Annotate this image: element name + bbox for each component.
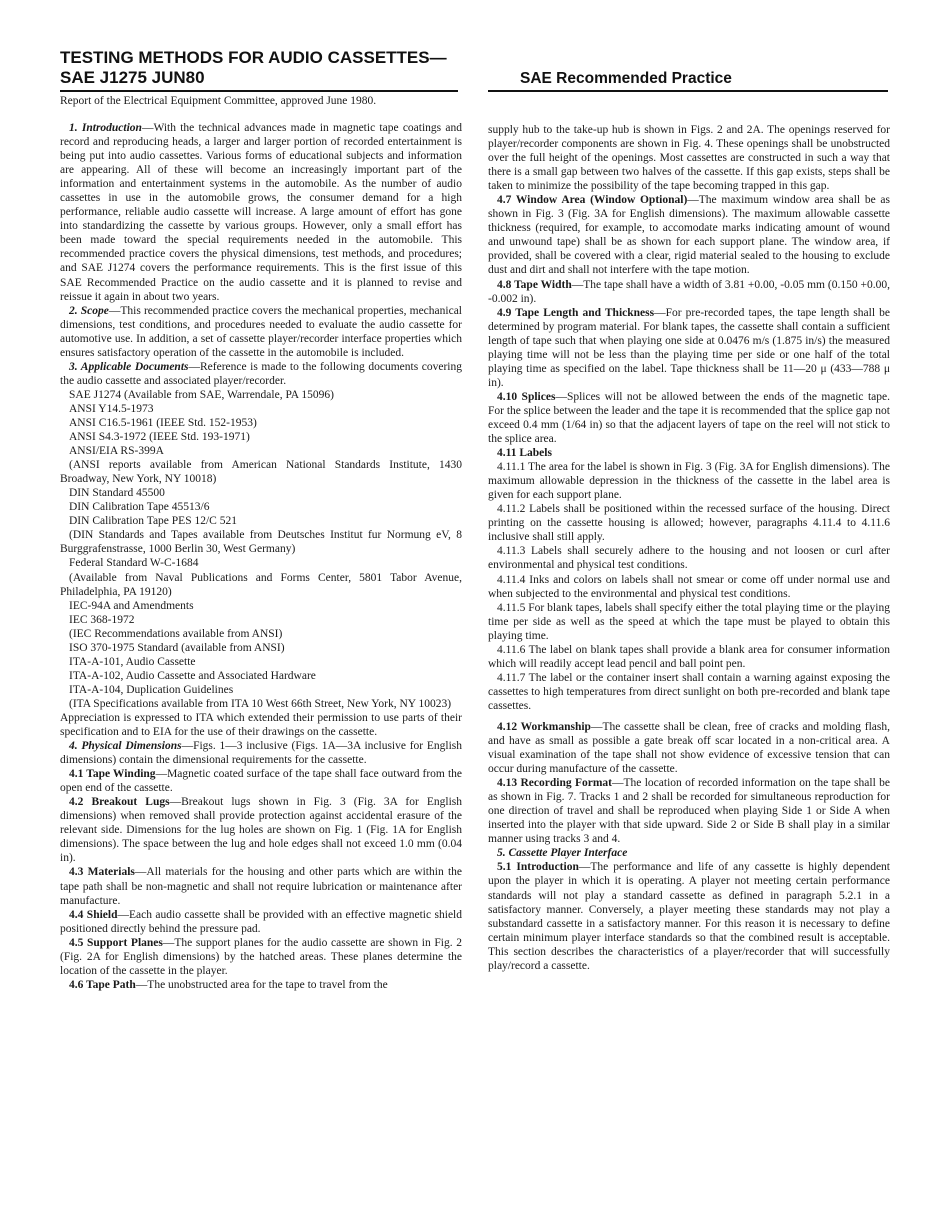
reference-note: (IEC Recommendations available from ANSI) [69,627,283,640]
section-heading: 4.9 Tape Length and Thickness [497,306,655,319]
reference-note: (ITA Specifications available from ITA 10 West 66th Street, New York, NY 10023) [69,697,452,710]
section-text: —Figs. 1—3 inclusive (Figs. 1A—3A inclusive for English dimensions) contain the dimensional requirements for the cassette. [60,740,462,767]
section-heading: 4.4 Shield [69,908,118,921]
section-text: —Reference is made to the following documents covering the audio cassette and associated player/recorder. [60,360,462,387]
section-heading: 4. Physical Dimensions [69,740,182,753]
section-text: —The maximum window area shall be as shown in Fig. 3 (Fig. 3A for English dimensions). The maximum allowable cassette thickness (required, for example, to accomodate marks indicating amount of wound and unwound tape) shall be as shown for each support plane. The window area, if provided, shall be covered with a clear, rigid material sealed to the housing to exclude dust and dirt and shall not interfere with the tape motion. [488,194,890,277]
section-4-4 [60,908,462,936]
section-text: —The tape shall have a width of 3.81 +0.00, -0.05 mm (0.150 +0.00, -0.002 in). [488,278,890,305]
section-text: —The location of recorded information on the tape shall be as shown in Fig. 7. Tracks 1 and 2 shall be recorded for simultaneous reproduction for one direction of travel and shall be reproduced when playing Side 1 or Side A when inserted into the player with that side upward. Side 2 or Side B shall play in a similar manner using tracks 3 and 4. [488,777,890,846]
title-line-1: TESTING METHODS FOR AUDIO CASSETTES— [60,48,447,67]
reference-item: ITA-A-101, Audio Cassette [69,655,196,668]
section-heading: 4.12 Workmanship [497,720,591,733]
header-rule-right [488,90,888,92]
reference-item: ANSI Y14.5-1973 [69,402,154,415]
reference-item: ANSI S4.3-1972 (IEEE Std. 193-1971) [69,431,250,444]
reference-item: DIN Standard 45500 [69,487,165,500]
reference-note: (Available from Naval Publications and Forms Center, 5801 Tabor Avenue, Philadelphia, PA 19120) [60,571,462,598]
reference-item: DIN Calibration Tape 45513/6 [69,501,210,514]
reference-item: ANSI/EIA RS-399A [69,445,164,458]
section-scope [60,304,462,360]
section-heading: 4.7 Window Area (Window Optional) [497,194,688,207]
section-4-8 [488,278,890,306]
section-physical-dimensions [60,739,462,767]
section-heading: 3. Applicable Documents [69,360,189,373]
section-text: —This recommended practice covers the mechanical properties, mechanical dimensions, test conditions, and procedures needed to evaluate the audio cassette for automotive use. In addition, a set of cassette player/recorder interface properties which ensures satisfactory operation of the cassette in the automobile is included. [60,304,462,359]
section-heading: 4.2 Breakout Lugs [69,796,170,809]
reference-item: IEC 368-1972 [69,613,135,626]
section-4-11-6: 4.11.6 The label on blank tapes shall provide a blank area for consumer information which will readily accept lead pencil and ball point pen. [488,643,890,670]
section-text: —With the technical advances made in magnetic tape coatings and record and reproducing heads, a larger and larger portion of recorded entertainment is being put into audio cassettes. Various forms of educational subjects and information are appearing. All of these will become an increasingly important part of the information and entertainment systems in the automobile. As the number of audio cassettes in use in the automobile grows, the consumer demand for a high performance, reliable audio cassette will increase. A large amount of effort has gone into standardizing the cassette by various groups. However, only a small effort has been made toward the special requirements needed in the automobile. This recommended practice covers the physical dimensions, test methods, and procedures; and SAE J1274 covers the performance requirements. This is the first issue of this SAE Recommended Practice on the audio cassette and it is planned to revise and reissue it again in about two years. [60,122,462,303]
section-4-7 [488,193,890,277]
section-text: —Each audio cassette shall be provided with an effective magnetic shield positioned directly behind the pressure pad. [60,908,463,935]
section-heading: 4.10 Splices [497,390,556,403]
title-line-2: SAE J1275 JUN80 [60,68,205,87]
section-4-11-7: 4.11.7 The label or the container insert shall contain a warning against exposing the cassettes to high temperatures from direct sunlight on both pre-recorded and blank tape cassettes. [488,671,890,712]
section-heading: 5.1 Introduction [497,861,579,874]
section-text: —Splices will not be allowed between the ends of the magnetic tape. For the splice between the leader and the tape it is recommended that the splice gap not exceed 0.4 mm (1/64 in) so that the adjacent layers of tape on the reel will not stick to the splice area. [488,390,891,446]
report-line: Report of the Electrical Equipment Committee, approved June 1980. [60,95,377,107]
header-rule-left [60,90,458,92]
section-4-11-heading: 4.11 Labels [497,447,552,460]
reference-item: ITA-A-104, Duplication Guidelines [69,683,234,696]
document-title [60,48,447,88]
section-text: —The cassette shall be clean, free of cracks and molding flash, and have as small as possible a gate break off scar located in a non-critical area. A visual examination of the tape shall not show evidence of excessive tension that can occur during manufacture of the cassette. [488,720,890,776]
section-heading: 4.13 Recording Format [497,777,612,790]
reference-item: IEC-94A and Amendments [69,599,194,612]
section-heading: 4.8 Tape Width [497,278,572,291]
reference-item: Federal Standard W-C-1684 [69,557,199,570]
section-5-1 [488,860,890,972]
section-introduction [60,121,462,304]
section-4-2 [60,795,462,865]
section-4-12 [488,720,890,776]
section-4-6-continued: supply hub to the take-up hub is shown in Figs. 2 and 2A. The openings reserved for player/recorder components are shown in Fig. 4. These openings shall be unobstructed over the full height of the openings. Most cassettes are constructed in such a way that there is a small gap between two halves of the cassette. If this gap exists, steps shall be taken to minimize the possibility of the tape becoming trapped in this gap. [488,124,890,193]
section-text: —The unobstructed area for the tape to travel from the [135,978,388,991]
section-heading: 1. Introduction [69,122,142,134]
section-text: —The support planes for the audio cassette are shown in Fig. 2 (Fig. 2A for English dimensions) by the hatched areas. These planes determine the location of the cassette in the player. [60,936,462,977]
section-applicable-documents [60,360,462,388]
section-text: —The performance and life of any cassette is highly dependent upon the player in which it is operating. A player not meeting certain performance standards will not play a standard cassette as defined in paragraph 5.2.1 in a satisfactory manner. Conversely, a player meeting these standards may not play a substandard cassette in a satisfactory manner. For this reason it is necessary to define certain minimum player interface standards so that the combined result is acceptable. This section describes the characteristics of a player/recorder that will successfully play/record a cassette. [488,861,890,972]
reference-item: SAE J1274 (Available from SAE, Warrendale, PA 15096) [69,388,334,401]
section-text: —Breakout lugs shown in Fig. 3 (Fig. 3A for English dimensions) when removed shall provide protection against accidental erasure of the relevant side. Dimensions for the lug holes are shown on Fig. 1 (Fig. 1A for English dimensions). The space between the lug and hole edges shall not exceed 1.0 mm (0.04 in). [60,796,463,865]
left-column [60,121,462,992]
reference-note: (DIN Standards and Tapes available from Deutsches Institut fur Normung eV, 8 Burggrafenstrasse, 1000 Berlin 30, West Germany) [60,529,462,556]
section-4-11-3: 4.11.3 Labels shall securely adhere to the housing and not loosen or curl after environmental and physical test conditions. [488,545,890,572]
section-heading: 4.1 Tape Winding [69,768,156,781]
reference-item: DIN Calibration Tape PES 12/C 521 [69,515,237,528]
practice-label: SAE Recommended Practice [520,70,732,87]
section-heading: 4.3 Materials [69,866,135,879]
section-4-11-2: 4.11.2 Labels shall be positioned within the recessed surface of the housing. Direct printing on the cassette housing is allowed; however, paragraphs 4.11.4 to 4.11.6 inclusive shall still apply. [488,503,890,544]
section-4-1 [60,767,462,795]
section-4-11-1: 4.11.1 The area for the label is shown in Fig. 3 (Fig. 3A for English dimensions). The maximum allowable depression in the thickness of the cassette in the label area is given for each support plane. [488,461,890,502]
reference-note: (ANSI reports available from American National Standards Institute, 1430 Broadway, New York, NY 10018) [60,459,462,486]
paragraph-gap [488,713,890,720]
section-4-11-5: 4.11.5 For blank tapes, labels shall specify either the total playing time or the playing time per side as well as the speed at which the tape must be played to obtain this playing time. [488,601,890,642]
section-4-6 [60,978,462,992]
reference-item: ITA-A-102, Audio Cassette and Associated Hardware [69,669,316,682]
section-text: —For pre-recorded tapes, the tape length shall be determined by program material. For blank tapes, the cassette shall contain a sufficient length of tape such that when playing one side at 0.0476 m/s (1.875 in/s) the measured playing time will not be less than the playing time per side or one half of the total playing time as specified on the label. Tape thickness shall be 11—20 μ (433—788 μ in). [488,306,890,389]
section-4-5 [60,936,462,978]
appreciation-paragraph: Appreciation is expressed to ITA which extended their permission to use parts of their specification and to EIA for the use of their drawings on the cassette. [60,711,462,739]
section-4-11-4: 4.11.4 Inks and colors on labels shall not smear or come off under normal use and when subjected to the environmental and physical test conditions. [488,573,890,600]
section-heading: 4.5 Support Planes [69,936,163,949]
section-4-9 [488,306,890,390]
section-text: —All materials for the housing and other parts which are within the tape path shall be non-magnetic and shall not require lubrication or maintenance after manufacture. [60,866,462,907]
reference-item: ISO 370-1975 Standard (available from ANSI) [69,641,285,654]
section-text: —Magnetic coated surface of the tape shall face outward from the open end of the cassette. [60,768,462,795]
section-heading: 2. Scope [69,304,109,317]
section-4-13 [488,776,890,846]
right-column [488,123,890,973]
section-4-3 [60,865,462,907]
reference-item: ANSI C16.5-1961 (IEEE Std. 152-1953) [69,416,257,429]
section-4-10 [488,390,890,446]
section-heading: 4.6 Tape Path [69,978,136,991]
section-5-heading: 5. Cassette Player Interface [497,847,628,860]
